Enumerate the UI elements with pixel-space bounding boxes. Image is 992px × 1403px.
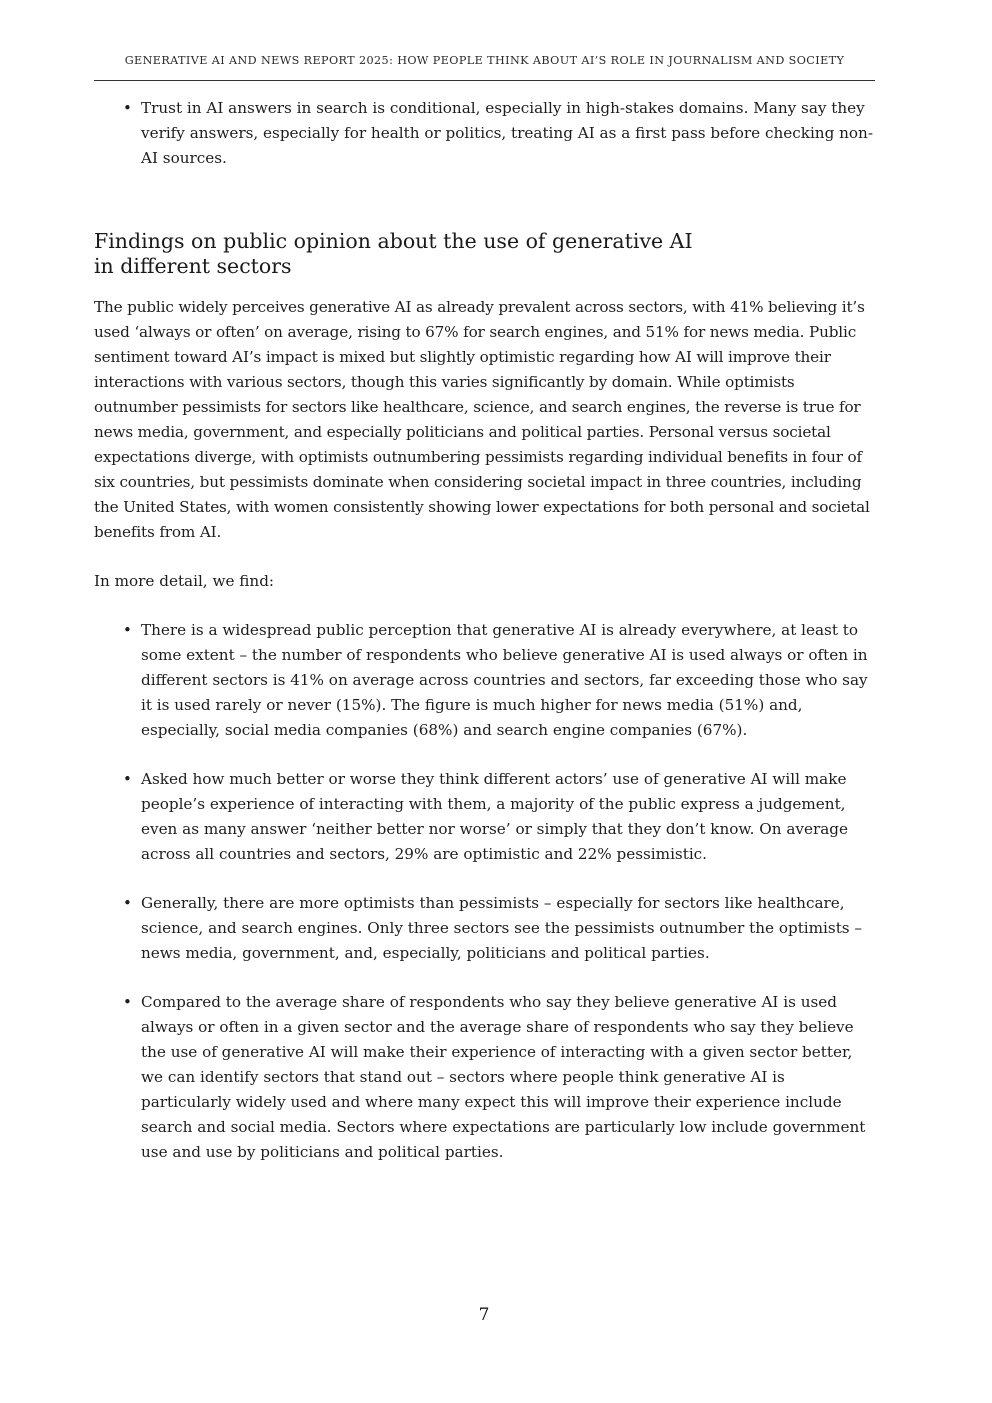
list-item — [94, 891, 875, 966]
top-bullet-list — [94, 96, 875, 171]
bullet-text: Generally, there are more optimists than pessimists – especially for sectors like healthcare, science, and search engines. Only three sectors see the pessimists outnumber the optimists – news media, government, and, especially, politicians and political parties. — [141, 894, 863, 962]
bullet-icon: • — [123, 621, 132, 639]
bullet-text: Asked how much better or worse they think different actors’ use of generative AI will make people’s experience of interacting with them, a majority of the public express a judgement, even as many answer ‘neither better nor worse’ or simply that they don’t know. On average across all countries and sectors, 29% are optimistic and 22% pessimistic. — [141, 770, 848, 863]
bullet-text: Compared to the average share of respondents who say they believe generative AI is used always or often in a given sector and the average share of respondents who say they believe the use of generative AI will make their experience of interacting with a given sector better, we can identify sectors that stand out – sectors where people think generative AI is particularly widely used and where many expect this will improve their experience include search and social media. Sectors where expectations are particularly low include government use and use by politicians and political parties. — [141, 993, 866, 1161]
bullet-icon: • — [123, 894, 132, 912]
list-item — [94, 767, 875, 867]
bullet-text: Trust in AI answers in search is conditional, especially in high-stakes domains. Many say they verify answers, especially for health or politics, treating AI as a first pass before checking non-AI sources. — [141, 99, 873, 167]
intro-paragraph: In more detail, we find: — [94, 572, 275, 590]
list-item — [94, 618, 875, 743]
list-item — [94, 96, 875, 171]
bullet-icon: • — [123, 99, 132, 117]
bullet-icon: • — [123, 993, 132, 1011]
running-header: GENERATIVE AI AND NEWS REPORT 2025: HOW PEOPLE THINK ABOUT AI’S ROLE IN JOURNALISM AND SOCIETY — [124, 54, 845, 67]
bullet-text: There is a widespread public perception that generative AI is already everywhere, at least to some extent – the number of respondents who believe generative AI is used always or often in different sectors is 41% on average across countries and sectors, far exceeding those who say it is used rarely or never (15%). The figure is much higher for news media (51%) and, especially, social media companies (68%) and search engine companies (67%). — [141, 621, 868, 739]
page-number: 7 — [478, 1305, 490, 1325]
section-heading: Findings on public opinion about the use of generative AI in different sectors — [94, 229, 693, 278]
page-content — [94, 96, 875, 1189]
header-divider — [94, 80, 875, 81]
summary-paragraph: The public widely perceives generative AI as already prevalent across sectors, with 41% believing it’s used ‘always or often’ on average, rising to 67% for search engines, and 51% for news media. Public sentiment toward AI’s impact is mixed but slightly optimistic regarding how AI will improve their interactions with various sectors, though this varies significantly by domain. While optimists outnumber pessimists for sectors like healthcare, science, and search engines, the reverse is true for news media, government, and especially politicians and political parties. Personal versus societal expectations diverge, with optimists outnumbering pessimists regarding individual benefits in four of six countries, but pessimists dominate when considering societal impact in three countries, including the United States, with women consistently showing lower expectations for both personal and societal benefits from AI. — [94, 298, 870, 541]
list-item — [94, 990, 875, 1165]
findings-bullet-list — [94, 618, 875, 1165]
bullet-icon: • — [123, 770, 132, 788]
